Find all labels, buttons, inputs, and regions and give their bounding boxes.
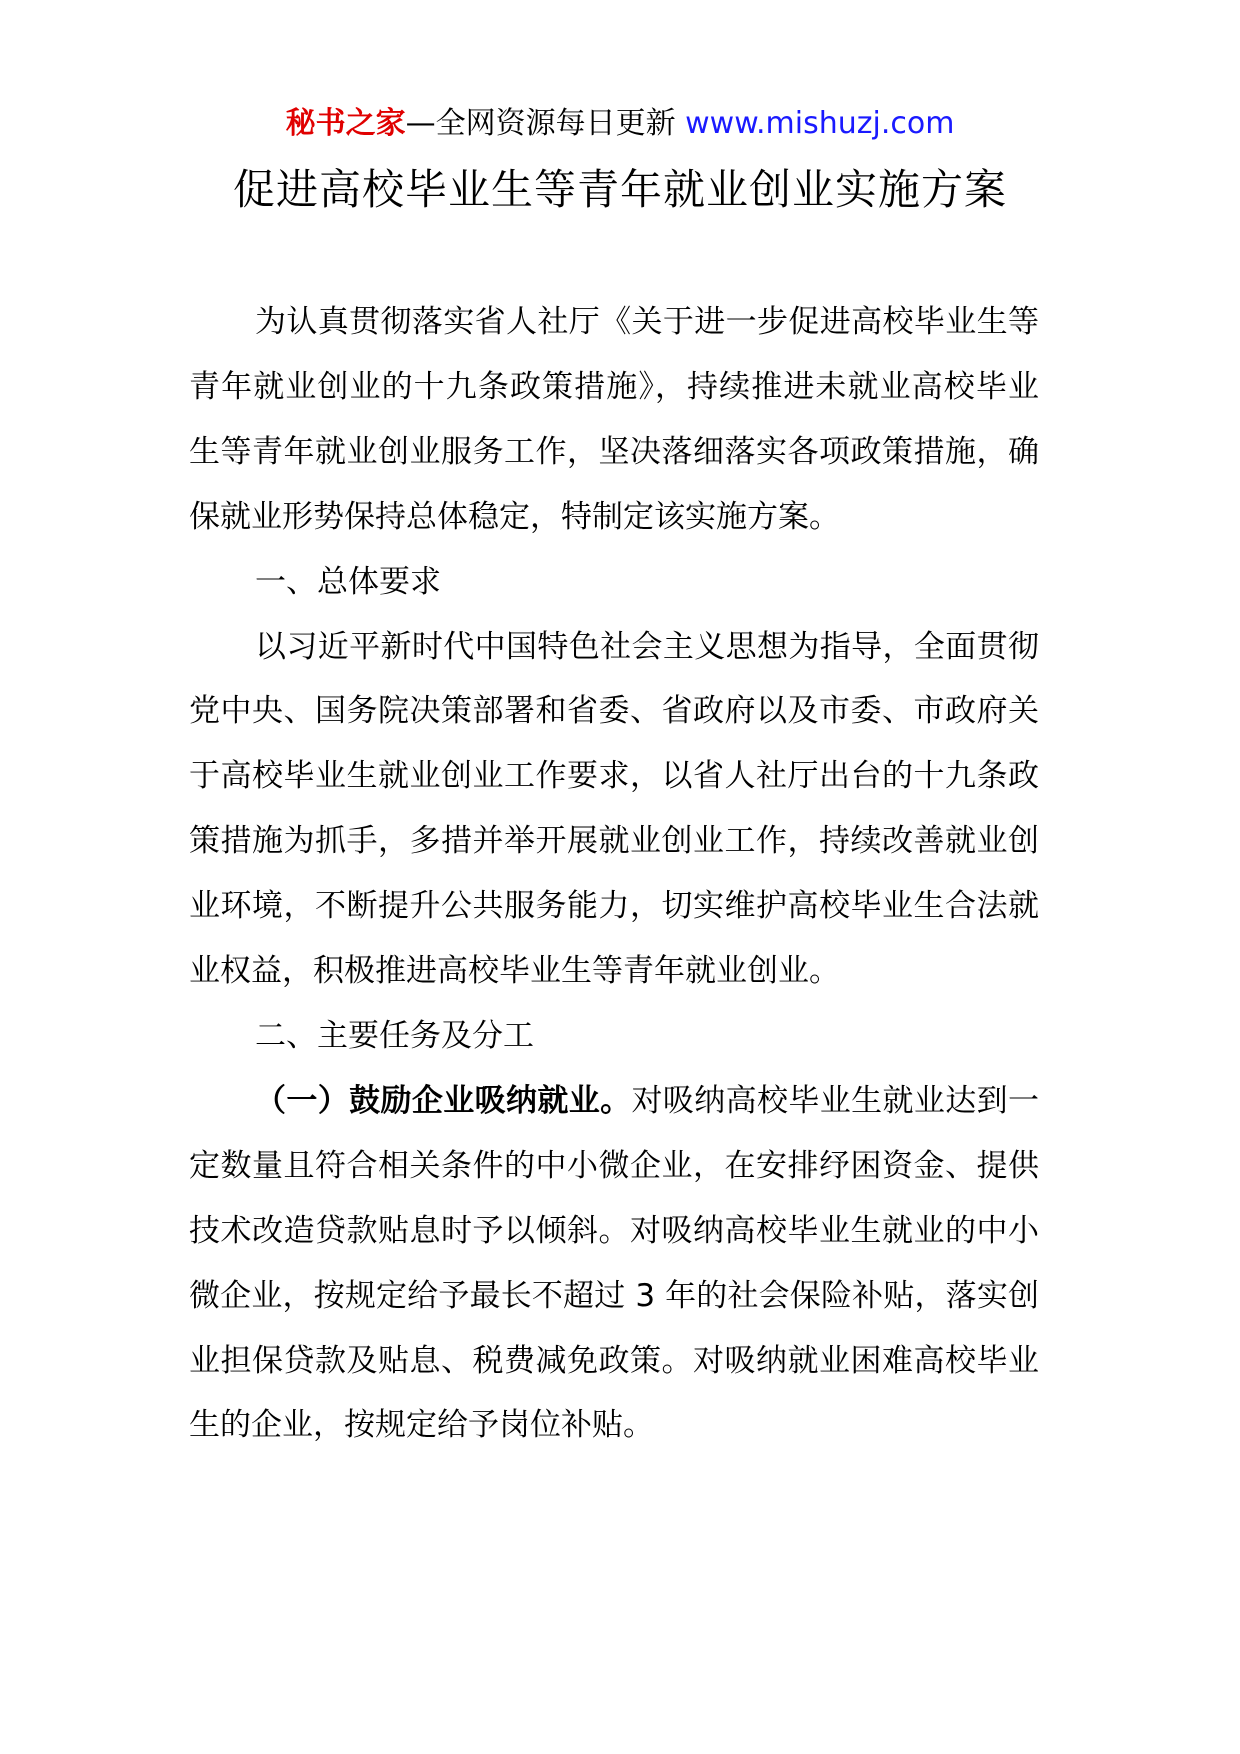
document-body (189, 290, 1039, 1458)
site-url-link[interactable]: www.mishuzj.com (685, 106, 955, 141)
intro-paragraph: 为认真贯彻落实省人社厅《关于进一步促进高校毕业生等青年就业创业的十九条政策措施》，持续推进未就业高校毕业生等青年就业创业服务工作，坚决落细落实各项政策措施，确保就业形势保持总体稳定，特制定该实施方案。 (189, 304, 1039, 535)
task-item-1-paragraph (189, 1069, 1039, 1458)
section-heading-general-requirements: 一、总体要求 (255, 563, 441, 600)
general-requirements-paragraph: 以习近平新时代中国特色社会主义思想为指导，全面贯彻党中央、国务院决策部署和省委、省政府以及市委、市政府关于高校毕业生就业创业工作要求，以省人社厅出台的十九条政策措施为抓手，多措并举开展就业创业工作，持续改善就业创业环境，不断提升公共服务能力，切实维护高校毕业生合法就业权益，积极推进高校毕业生等青年就业创业。 (189, 628, 1039, 990)
task-item-1-body: 对吸纳高校毕业生就业达到一定数量且符合相关条件的中小微企业，在安排纾困资金、提供技术改造贷款贴息时予以倾斜。对吸纳高校毕业生就业的中小微企业，按规定给予最长不超过 3 年的社会保险补贴，落实创业担保贷款及贴息、税费减免政策。对吸纳就业困难高校毕业生的企业，按规定给予岗位补贴。 (189, 1082, 1039, 1444)
task-item-1-lead: （一）鼓励企业吸纳就业。 (255, 1082, 632, 1119)
section-heading-main-tasks: 二、主要任务及分工 (255, 1017, 534, 1054)
brand-name: 秘书之家 (285, 106, 406, 141)
site-header (0, 104, 1240, 144)
document-title: 促进高校毕业生等青年就业创业实施方案 (232, 165, 1007, 214)
header-tagline: —全网资源每日更新 (405, 106, 676, 141)
